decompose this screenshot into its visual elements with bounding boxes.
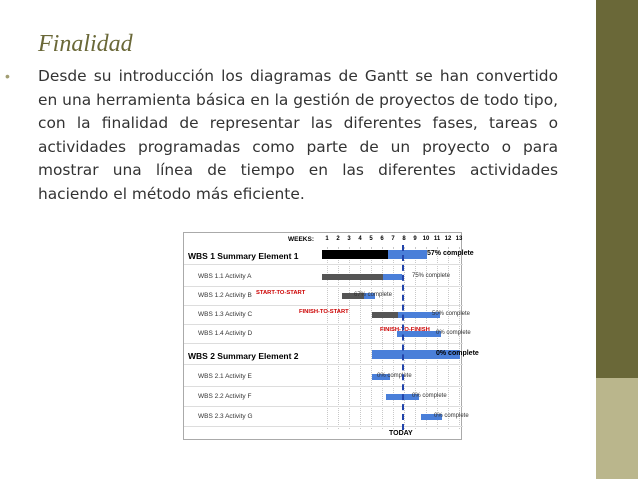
gantt-row-label: WBS 1.1 Activity A [198,273,252,280]
bullet-marker: • [5,68,10,84]
week-number: 7 [391,236,395,242]
gantt-row-label: WBS 1.4 Activity D [198,330,253,337]
gantt-percent-label: 0% complete [436,350,479,357]
gantt-row-label: WBS 1 Summary Element 1 [188,251,299,261]
dep-start-to-start: START-TO-START [256,290,306,296]
gantt-bar-done [322,250,388,259]
gantt-percent-label: 0% complete [377,373,412,379]
gantt-row-separator [184,386,463,387]
week-number: 8 [402,236,406,242]
weeks-label: WEEKS: [288,236,314,243]
gantt-bar-remaining [388,250,427,259]
gantt-row-label: WBS 1.3 Activity C [198,311,253,318]
week-number: 6 [380,236,384,242]
week-number: 5 [369,236,373,242]
gantt-percent-label: 0% complete [434,413,469,419]
gantt-bar-remaining [383,274,403,280]
gantt-row-separator [184,305,463,306]
week-number: 9 [413,236,417,242]
gantt-row-label: WBS 1.2 Activity B [198,292,252,299]
gantt-chart-image [183,232,479,440]
gantt-row-separator [184,426,463,427]
dep-finish-to-start: FINISH-TO-START [299,309,349,315]
week-grid-line [404,247,405,429]
today-line [402,245,404,430]
slide-body-text: Desde su introducción los diagramas de Gantt se han convertido en una herramienta básica en la gestión de proyectos de todo tipo, con la finalidad de representar las diferentes fases, tareas o actividades programadas como parte de un proyecto o para mostrar una línea de tiempo en las diferentes actividades haciendo el método más eficiente. [38,67,558,203]
gantt-percent-label: 57% complete [427,250,474,257]
gantt-bar-done [372,312,398,318]
week-number: 1 [325,236,329,242]
week-number: 3 [347,236,351,242]
week-grid-line [459,247,460,429]
side-decor-bar-light [596,378,638,479]
gantt-row-label: WBS 2.3 Activity G [198,413,253,420]
today-label: TODAY [389,430,413,437]
dep-finish-to-finish: FINISH-TO-FINISH [380,327,430,333]
gantt-percent-label: 75% complete [412,273,451,279]
gantt-row-label: WBS 2.2 Activity F [198,393,252,400]
slide-title: Finalidad [38,31,133,57]
gantt-bar-done [322,274,383,280]
week-number: 4 [358,236,362,242]
week-number: 13 [455,236,463,242]
gantt-percent-label: 0% complete [436,330,471,336]
gantt-row-separator [184,286,463,287]
gantt-percent-label: 50% complete [432,311,471,317]
week-number: 11 [433,236,441,242]
week-number: 10 [422,236,430,242]
week-number: 12 [444,236,452,242]
gantt-row-label: WBS 2.1 Activity E [198,373,252,380]
gantt-row-separator [184,264,463,265]
gantt-row-separator [184,406,463,407]
gantt-row-separator [184,324,463,325]
gantt-row-separator [184,343,463,344]
week-number: 2 [336,236,340,242]
gantt-row-separator [184,364,463,365]
gantt-row-label: WBS 2 Summary Element 2 [188,351,299,361]
gantt-percent-label: 67% complete [354,292,393,298]
gantt-percent-label: 0% complete [412,393,447,399]
